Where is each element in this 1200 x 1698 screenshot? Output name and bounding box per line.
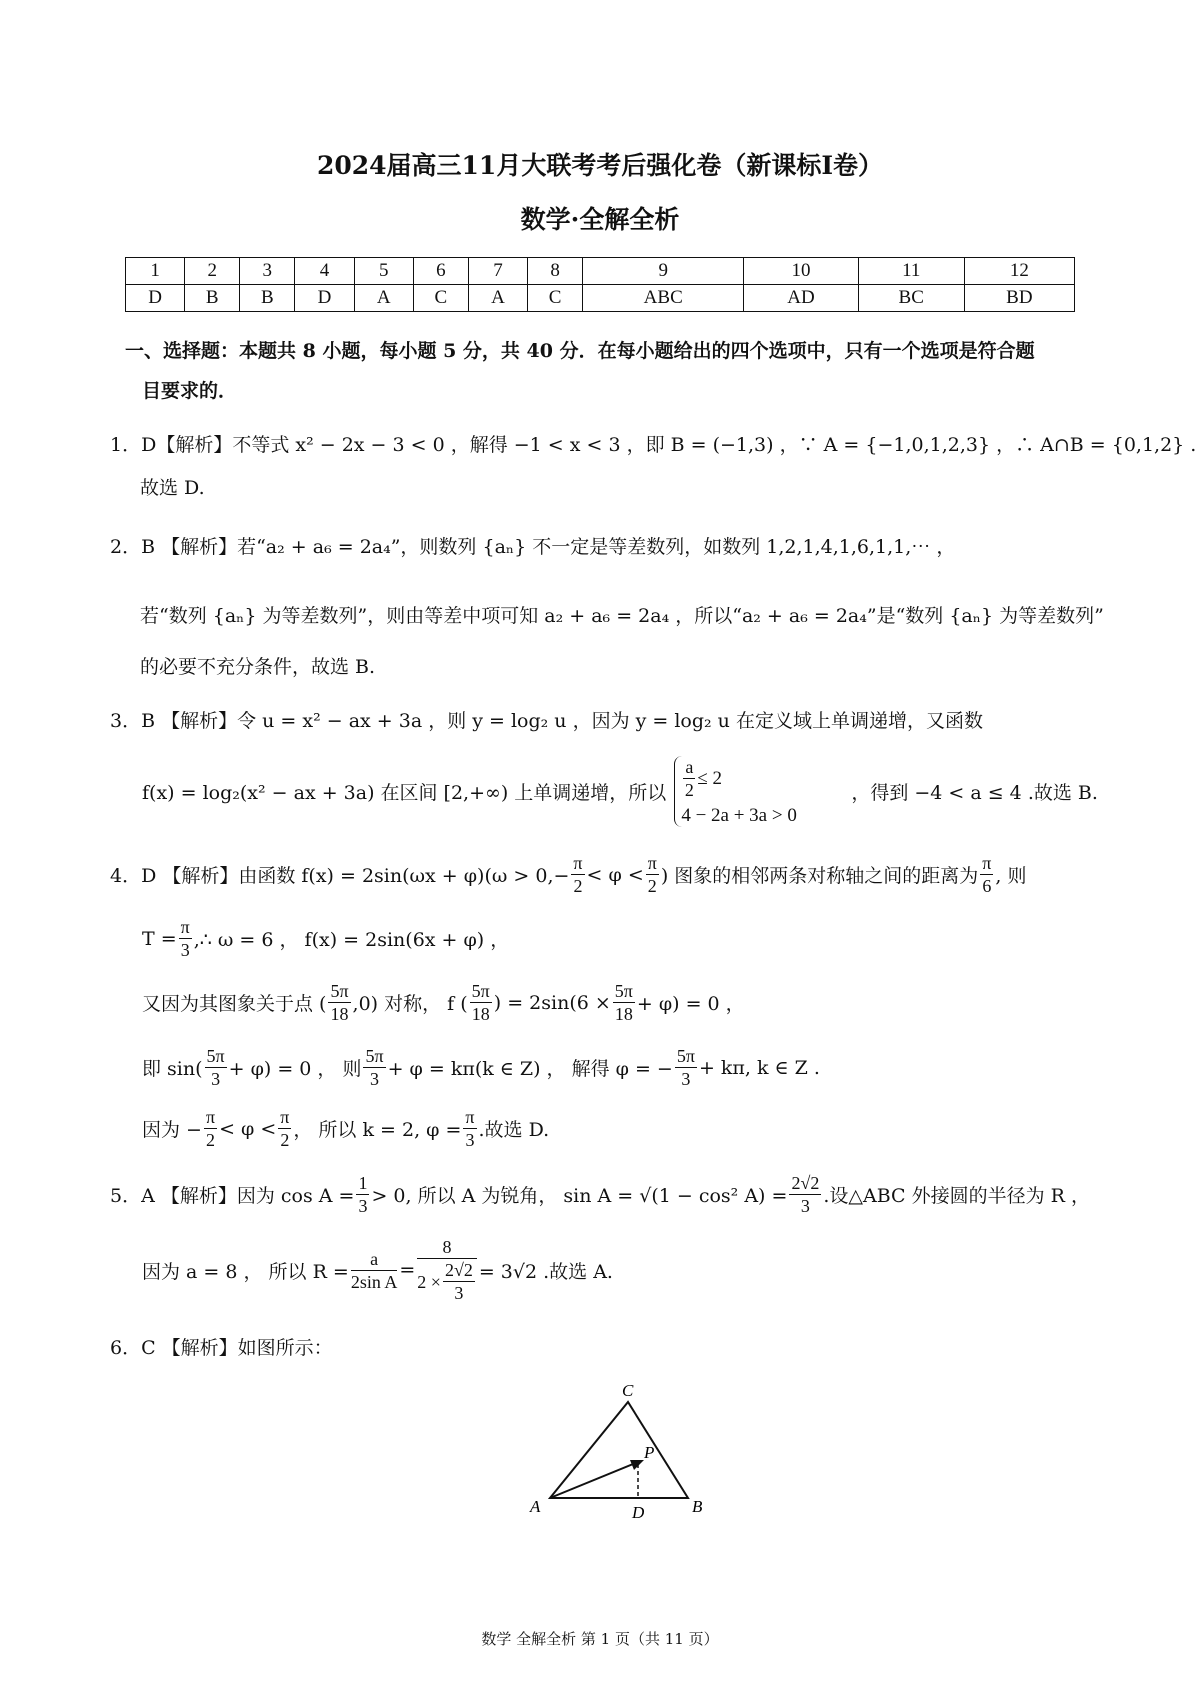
answer-value-row	[126, 285, 1075, 312]
q4-line-2: T = $\frac{\pi}{3}$ ,∴ ω = 6 ， f(x) = 2sin(6x + φ) ，	[142, 917, 510, 960]
document-subtitle: 数学·全解全析	[520, 205, 680, 234]
answer-value: BD	[964, 285, 1074, 312]
fraction: $\frac{2√2}{3}$	[791, 1173, 820, 1216]
label-a: A	[530, 1497, 541, 1516]
answer-number-row	[126, 258, 1075, 285]
fraction: $\frac{a}{\text{2sin A}}$	[350, 1248, 398, 1292]
answer-number: 8	[528, 258, 583, 285]
answer-value: AD	[744, 285, 858, 312]
page-footer: 数学 全解全析 第 1 页（共 11 页）	[481, 1630, 719, 1648]
q4-line-1: 4．D 【解析】由函数 f(x) = 2sin(ωx + φ)(ω > 0,− $\frac{\pi}{2}$ < φ < $\frac{\pi}{2}$ ) 图象的相邻两条对称轴之间的距离为 $\frac{\pi}{6}$ , 则	[110, 853, 1027, 896]
answer-value: A	[468, 285, 527, 312]
fraction: $\frac{5\pi}{3}$	[365, 1046, 384, 1089]
vector-ap	[550, 1462, 638, 1498]
answer-table	[125, 257, 1075, 312]
answer-value: D	[126, 285, 185, 312]
q4-line-3: 又因为其图象关于点 ( $\frac{5\pi}{18}$ ,0) 对称， f ( $\frac{5\pi}{18}$ ) = 2sin(6 × $\frac{5\pi}{18}$ + φ) = 0 ，	[142, 981, 745, 1024]
answer-number: 4	[295, 258, 354, 285]
fraction: $\frac{2√2}{3}$	[444, 1260, 473, 1303]
answer-number: 2	[185, 258, 240, 285]
q2-line-3: 的必要不充分条件，故选 B.	[140, 656, 376, 678]
section-heading-cont: 目要求的．	[142, 380, 238, 402]
q3-line-2	[142, 756, 1098, 827]
answer-value: BC	[858, 285, 964, 312]
label-c: C	[622, 1381, 634, 1400]
q3-line-1: 3．B 【解析】令 u = x² − ax + 3a ，则 y = log₂ u ，因为 y = log₂ u 在定义域上单调递增，又函数	[110, 710, 983, 732]
fraction: $\frac{5\pi}{3}$	[676, 1046, 695, 1089]
label-d: D	[632, 1503, 645, 1520]
fraction: $\frac{\pi}{3}$	[465, 1107, 475, 1150]
section-heading: 一、选择题：本题共 8 小题，每小题 5 分，共 40 分．在每小题给出的四个选项中，只有一个选项是符合题	[125, 340, 1035, 362]
answer-number: 3	[240, 258, 295, 285]
triangle-abc	[550, 1402, 688, 1498]
fraction: $\frac{\pi}{2}$	[205, 1107, 216, 1150]
answer-value: ABC	[583, 285, 744, 312]
q4-line-4: 即 sin( $\frac{5\pi}{3}$ + φ) = 0 ， 则 $\frac{5\pi}{3}$ + φ = kπ(k ∈ Z) ， 解得 φ = − $\frac{5\pi}{3}$ + kπ, k ∈ Z .	[142, 1046, 820, 1089]
fraction: $\frac{5\pi}{18}$	[330, 981, 349, 1024]
answer-value: D	[295, 285, 354, 312]
q2-line-2: 若“数列 {aₙ} 为等差数列”，则由等差中项可知 a₂ + a₆ = 2a₄ ，所以“a₂ + a₆ = 2a₄”是“数列 {aₙ} 为等差数列”	[140, 605, 1104, 627]
fraction: $\frac{5\pi}{18}$	[614, 981, 633, 1024]
answer-number: 7	[468, 258, 527, 285]
answer-value: B	[240, 285, 295, 312]
q2-line-1: 2．B 【解析】若“a₂ + a₆ = 2a₄”，则数列 {aₙ} 不一定是等差数列，如数列 1,2,1,4,1,6,1,1,⋯ ，	[110, 536, 956, 558]
label-p: P	[644, 1443, 655, 1462]
q3-text-a: f(x) = log₂(x² − ax + 3a) 在区间 [2,+∞) 上单调递增，所以	[142, 782, 667, 804]
answer-number: 1	[126, 258, 185, 285]
fraction-complex: 8 2 × $\frac{2√2}{3}$	[417, 1236, 477, 1304]
q3-inequality-system: $\frac{a}{2}$ ≤ 2 4 − 2a + 3a > 0	[674, 756, 851, 827]
fraction: $\frac{a}{2}$	[684, 757, 694, 800]
q5-line-2: 因为 a = 8 ， 所以 R = $\frac{a}{\text{2sin A}}$ = 8 2 × $\frac{2√2}{3}$ = 3√2 .故选 A.	[142, 1237, 613, 1303]
answer-number: 5	[354, 258, 413, 285]
answer-number: 9	[583, 258, 744, 285]
arrowhead-icon	[630, 1460, 644, 1470]
fraction: $\frac{\pi}{6}$	[982, 853, 992, 896]
label-b: B	[692, 1497, 703, 1516]
fraction: $\frac{1}{3}$	[358, 1173, 368, 1216]
fraction: $\frac{\pi}{2}$	[280, 1107, 290, 1150]
answer-number: 11	[858, 258, 964, 285]
q3-text-b: ，得到 −4 < a ≤ 4 .故选 B.	[851, 782, 1098, 804]
answer-value: C	[413, 285, 468, 312]
q1-line-2: 故选 D.	[140, 477, 205, 499]
triangle-diagram	[520, 1380, 720, 1520]
fraction: $\frac{5\pi}{18}$	[471, 981, 490, 1024]
q6-line-1: 6．C 【解析】如图所示：	[110, 1337, 333, 1359]
answer-value: A	[354, 285, 413, 312]
q4-line-5: 因为 − $\frac{\pi}{2}$ < φ < $\frac{\pi}{2}$ ， 所以 k = 2, φ = $\frac{\pi}{3}$ .故选 D.	[142, 1107, 550, 1150]
fraction: $\frac{\pi}{2}$	[573, 853, 583, 896]
fraction: $\frac{\pi}{3}$	[180, 917, 190, 960]
answer-number: 6	[413, 258, 468, 285]
fraction: $\frac{5\pi}{3}$	[206, 1046, 225, 1089]
answer-number: 12	[964, 258, 1074, 285]
answer-value: C	[528, 285, 583, 312]
fraction: $\frac{\pi}{2}$	[647, 853, 657, 896]
q1-line-1: 1．D【解析】不等式 x² − 2x − 3 < 0 ，解得 −1 < x < 3 ，即 B = (−1,3) ，∵ A = {−1,0,1,2,3} ，∴ A∩B = {0,1,2} .	[110, 434, 1197, 456]
answer-number: 10	[744, 258, 858, 285]
answer-value: B	[185, 285, 240, 312]
q5-line-1: 5．A 【解析】因为 cos A = $\frac{1}{3}$ > 0, 所以 A 为锐角， sin A = √(1 − cos² A) = $\frac{2√2}{3}$ .设△ABC 外接圆的半径为 R ，	[110, 1173, 1090, 1216]
document-title: 2024届高三11月大联考考后强化卷（新课标I卷）	[316, 151, 884, 180]
